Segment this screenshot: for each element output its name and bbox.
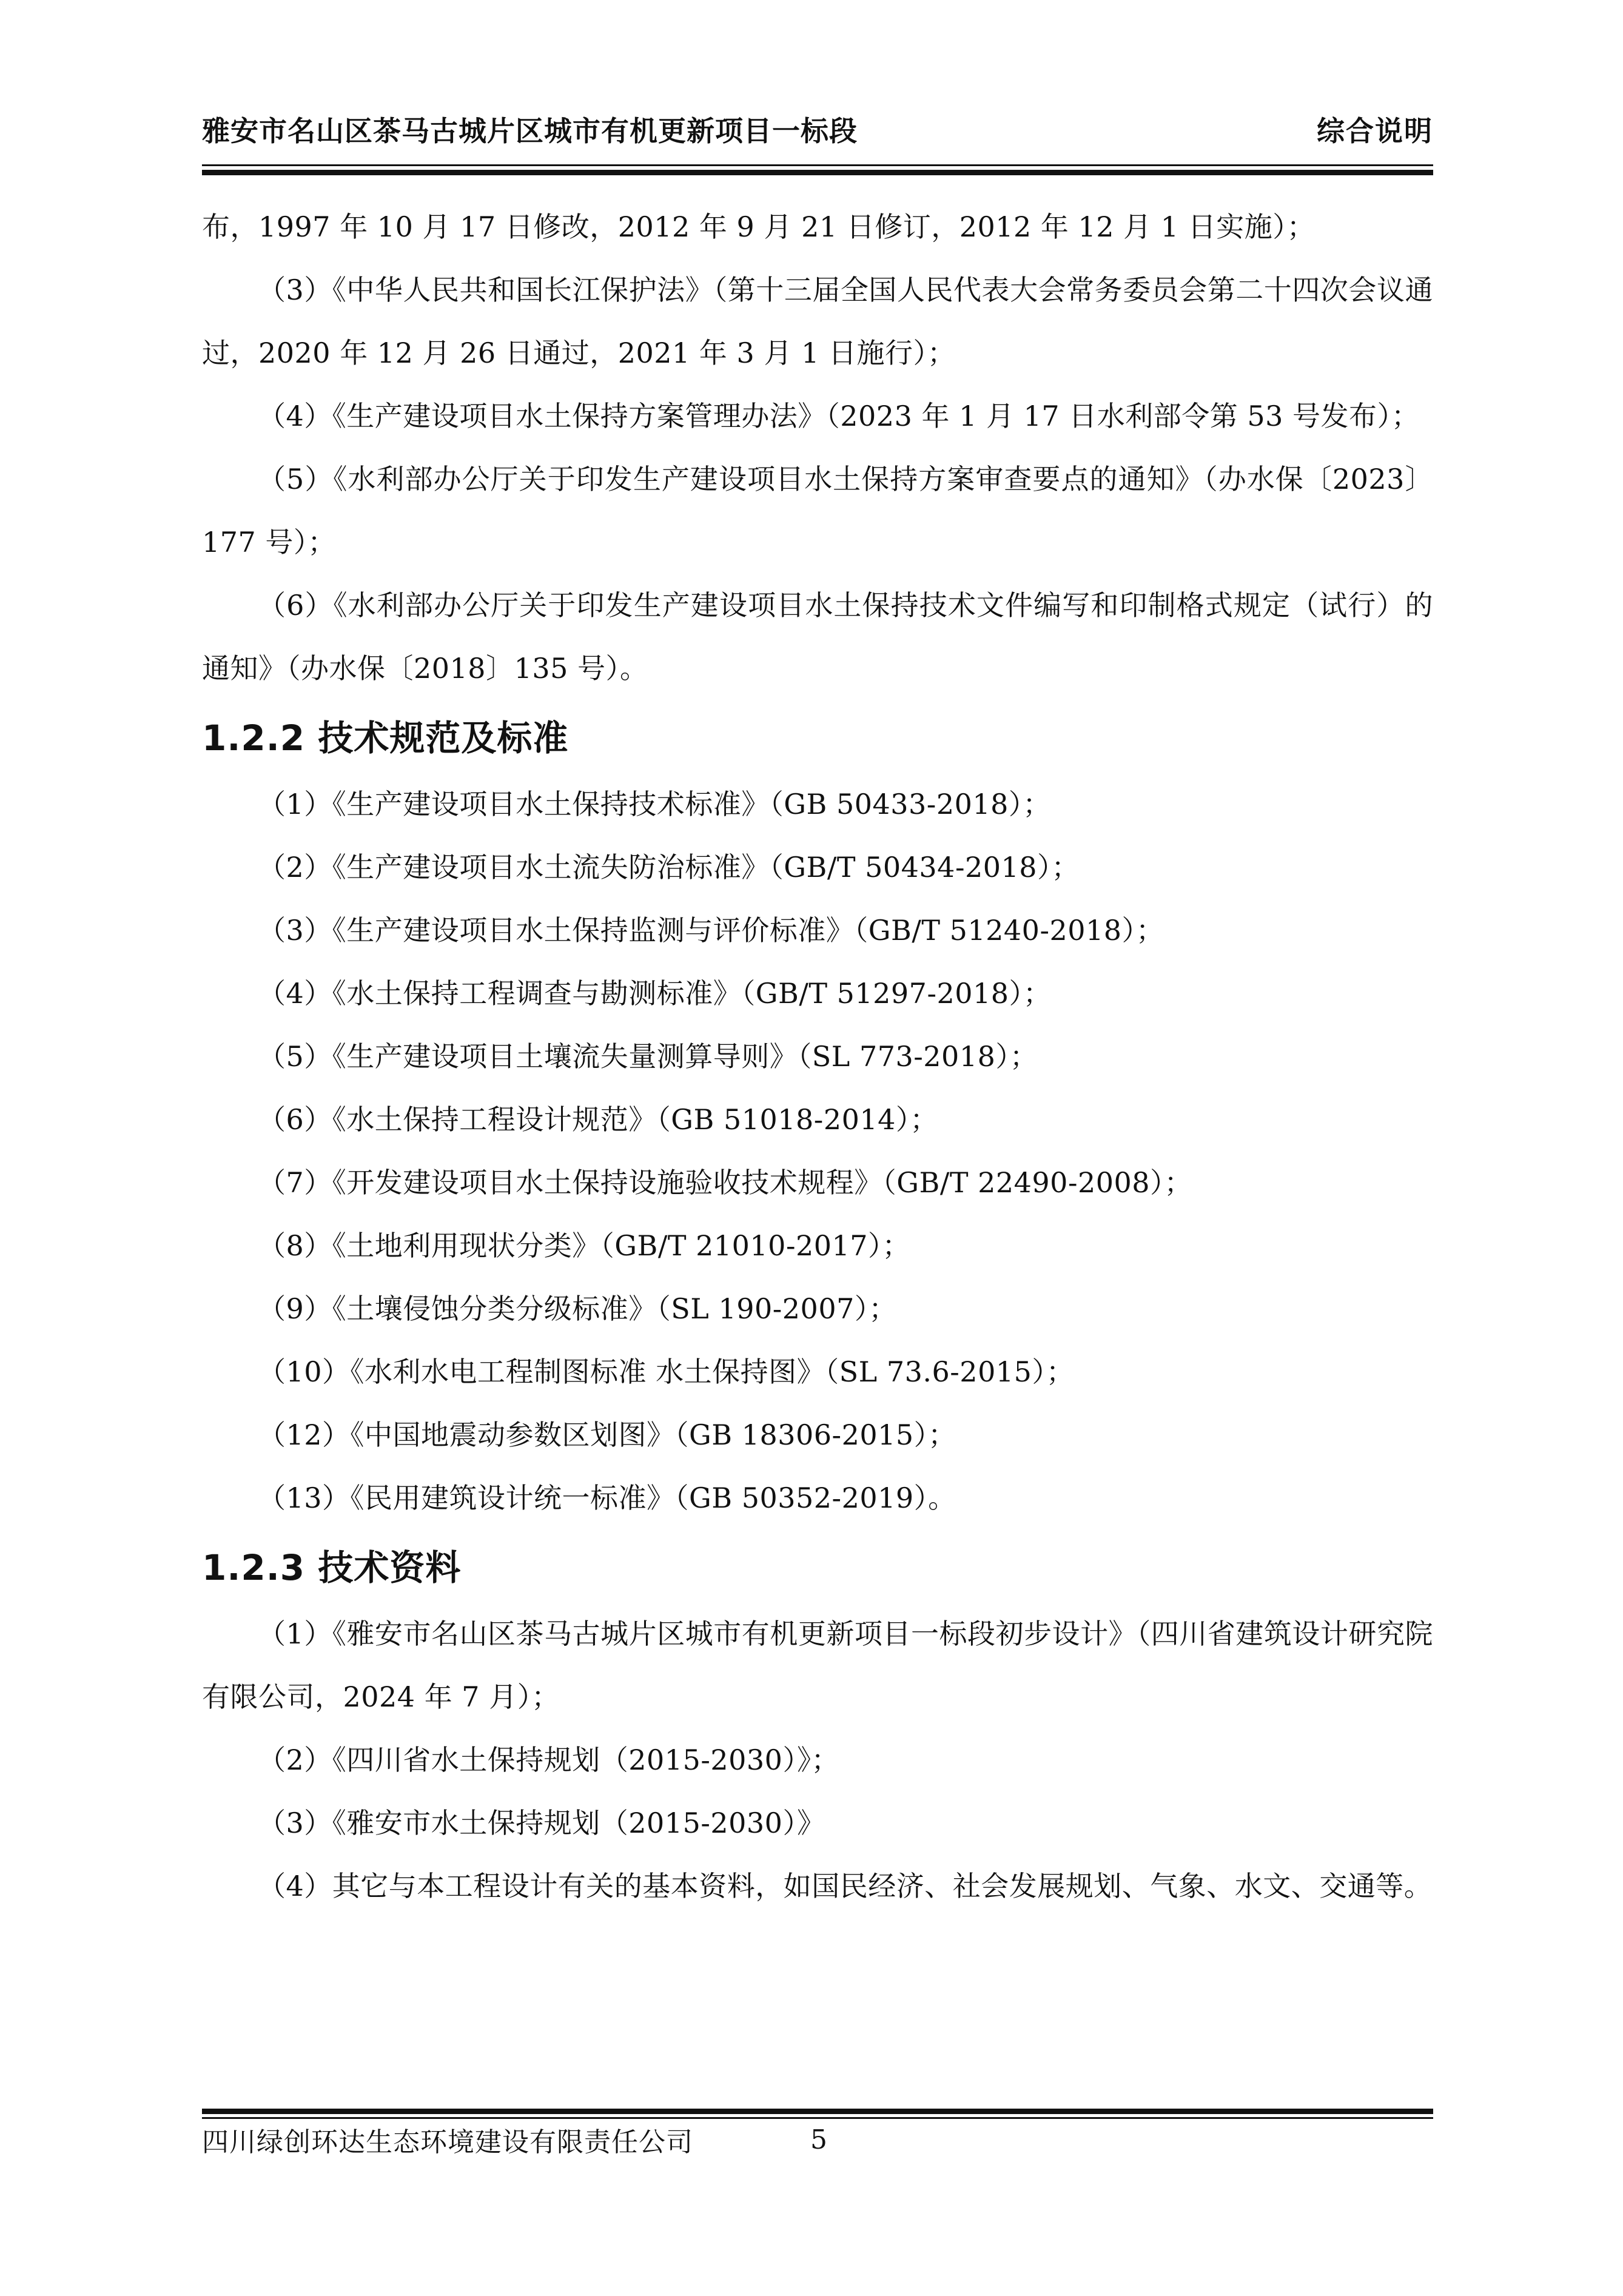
standard-item: （3）《生产建设项目水土保持监测与评价标准》（GB/T 51240-2018）； <box>258 914 1164 947</box>
standard-item: （6）《水土保持工程设计规范》（GB 51018-2014）； <box>258 1103 938 1136</box>
standard-item: （5）《生产建设项目土壤流失量测算导则》（SL 773-2018）； <box>258 1040 1038 1073</box>
law-item: （4）《生产建设项目水土保持方案管理办法》（2023 年 1 月 17 日水利部令第 53 号发布）； <box>258 400 1420 432</box>
standard-item: （8）《土地利用现状分类》（GB/T 21010-2017）； <box>258 1229 911 1262</box>
law-item: （3）《中华人民共和国长江保护法》（第十三届全国人民代表大会常务委员会第二十四次会议通过，2020 年 12 月 26 日通过，2021 年 3 月 1 日施行）； <box>202 274 1433 369</box>
standard-item: （9）《土壤侵蚀分类分级标准》（SL 190-2007）； <box>258 1292 897 1325</box>
reference-item: （2）《四川省水土保持规划（2015-2030）》； <box>258 1744 839 1776</box>
law-item: （6）《水利部办公厅关于印发生产建设项目水土保持技术文件编写和印制格式规定（试行）的通知》（办水保〔2018〕135 号）。 <box>202 589 1433 685</box>
company-name: 四川绿创环达生态环境建设有限责任公司 <box>202 2127 693 2158</box>
section-heading-1-2-3: 1.2.3 技术资料 <box>202 1547 462 1588</box>
standard-item: （4）《水土保持工程调查与勘测标准》（GB/T 51297-2018）； <box>258 977 1052 1010</box>
header-divider-thin <box>202 164 1433 166</box>
continuation-paragraph: 布，1997 年 10 月 17 日修改，2012 年 9 月 21 日修订，2012 年 12 月 1 日实施）； <box>202 210 1316 243</box>
reference-item: （3）《雅安市水土保持规划（2015-2030）》 <box>258 1807 825 1839</box>
standard-item: （7）《开发建设项目水土保持设施验收技术规程》（GB/T 22490-2008）； <box>258 1166 1193 1199</box>
header-divider-thick <box>202 170 1433 175</box>
standard-item: （13）《民用建筑设计统一标准》（GB 50352-2019）。 <box>258 1482 956 1514</box>
document-title: 雅安市名山区茶马古城片区城市有机更新项目一标段 <box>202 115 858 147</box>
standard-item: （1）《生产建设项目水土保持技术标准》（GB 50433-2018）； <box>258 788 1051 821</box>
reference-item: （4）其它与本工程设计有关的基本资料，如国民经济、社会发展规划、气象、水文、交通等。 <box>258 1870 1433 1902</box>
page-number: 5 <box>810 2124 827 2155</box>
law-item: （5）《水利部办公厅关于印发生产建设项目水土保持方案审查要点的通知》（办水保〔2023〕177 号）； <box>202 463 1433 559</box>
page-body <box>202 195 1433 1918</box>
footer-divider-thin <box>202 2117 1433 2119</box>
footer-divider-thick <box>202 2109 1433 2114</box>
standard-item: （2）《生产建设项目水土流失防治标准》（GB/T 50434-2018）； <box>258 851 1080 884</box>
section-heading-1-2-2: 1.2.2 技术规范及标准 <box>202 717 569 759</box>
standard-item: （10）《水利水电工程制图标准 水土保持图》（SL 73.6-2015）； <box>258 1355 1075 1388</box>
section-label: 综合说明 <box>1317 115 1433 147</box>
reference-item: （1）《雅安市名山区茶马古城片区城市有机更新项目一标段初步设计》（四川省建筑设计研究院有限公司，2024 年 7 月）； <box>202 1617 1433 1713</box>
page-header <box>202 113 1433 161</box>
standard-item: （12）《中国地震动参数区划图》（GB 18306-2015）； <box>258 1418 956 1451</box>
